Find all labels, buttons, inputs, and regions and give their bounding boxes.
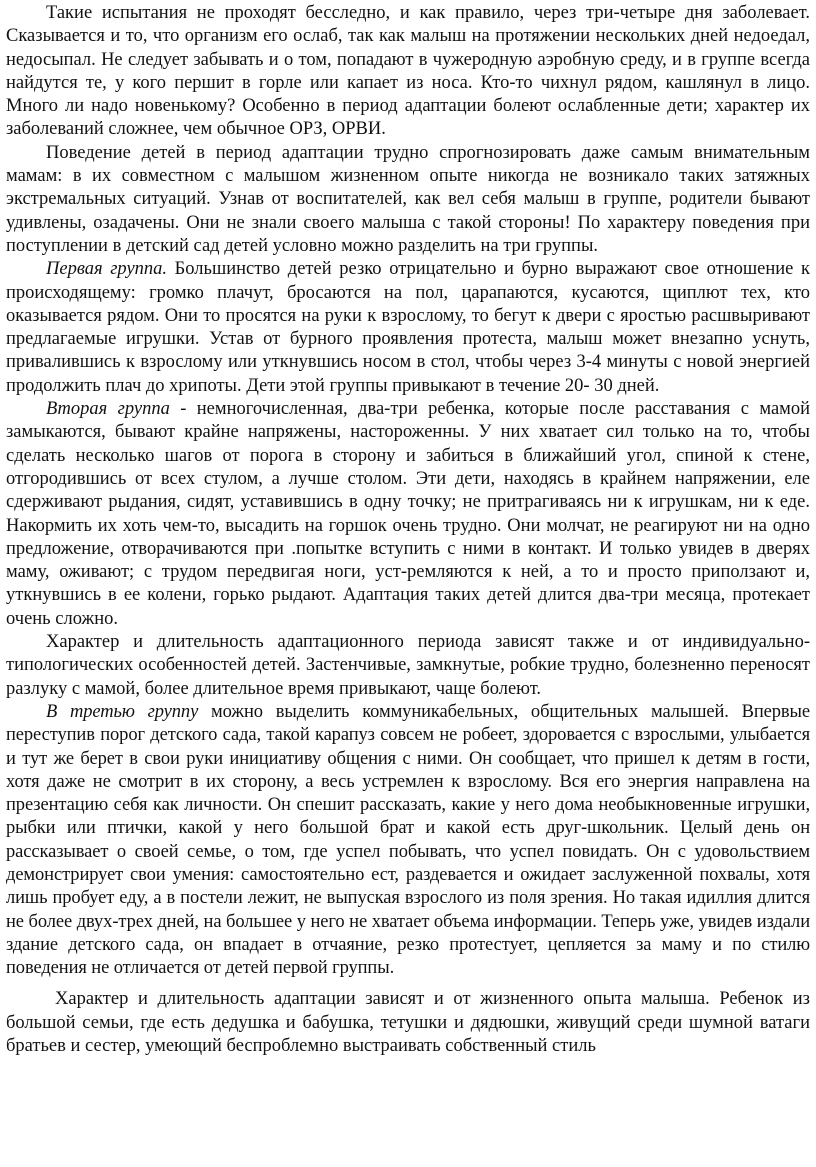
paragraph-illness-text: Такие испытания не проходят бесследно, и как правило, через три-четыре дня заболевает. Сказывается и то, что организм его ослаб, так как малыш на протяжении нескольких дней недоедал, недосыпал. Не следует забывать и о том, попадают в чужеродную аэробную среду, и в группе всегда найдутся те, у кого першит в горле или капает из носа. Кто-то чихнул рядом, кашлянул в лицо. Много ли надо новенькому? Особенно в период адаптации болеют ослабленные дети; характер их заболеваний сложнее, чем обычное ОРЗ, ОРВИ.: [6, 3, 810, 140]
paragraph-illness: [6, 2, 810, 142]
paragraph-life-experience-text: Характер и длительность адаптации зависят и от жизненного опыта малыша. Ребенок из большой семьи, где есть дедушка и бабушка, тетушки и дядюшки, живущий среди шумной ватаги братьев и сестер, умеющий беспроблемно выстраивать собственный стиль: [6, 989, 810, 1057]
second-group-heading: Вторая группа: [46, 399, 170, 420]
paragraph-life-experience: [6, 988, 810, 1058]
first-group-text: Большинство детей резко отрицательно и бурно выражают свое отношение к происходящему: громко плачут, бросаются на пол, царапаются, кусаются, щиплют тех, кто оказывается рядом. Они то просятся на руки к взрослому, то бегут к двери с яростью расшвыривают предлагаемые игрушки. Устав от бурного проявления протеста, малыш может внезапно уснуть, привалившись к взрослому или уткнувшись носом в стол, чтобы через 3-4 минуты с новой энергией продолжить плач до хрипоты. Дети этой группы привыкают в течение 20- 30 дней.: [6, 259, 810, 396]
paragraph-individual-traits: [6, 631, 810, 701]
first-group-heading: Первая группа.: [46, 259, 168, 280]
paragraph-third-group: [6, 701, 810, 981]
paragraph-second-group: [6, 398, 810, 631]
third-group-heading: В третью группу: [46, 701, 199, 722]
paragraph-behavior: [6, 142, 810, 258]
paragraph-individual-traits-text: Характер и длительность адаптационного периода зависят также и от индивидуально-типологических особенностей детей. Застенчивые, замкнутые, робкие трудно, болезненно переносят разлуку с мамой, более длительное время привыкают, чаще болеют.: [6, 632, 810, 699]
paragraph-first-group: [6, 258, 810, 398]
paragraph-gap: [6, 980, 810, 988]
third-group-text: можно выделить коммуникабельных, общительных малышей. Впервые переступив порог детского сада, такой карапуз совсем не робеет, здоровается с взрослыми, улыбается и тут же берет в свои руки инициативу общения с ними. Он сообщает, что пришел к детям в гости, хотя даже не смотрит в их сторону, а весь устремлен к взрослому. Вся его энергия направлена на презентацию себя как личности. Он спешит рассказать, какие у него дома необыкновенные игрушки, рыбки или птички, какой у него большой брат и какой есть друг-школьник. Целый день он рассказывает о своей семье, о том, где успел побывать, что успел повидать. Он с удовольствием демонстрирует свои умения: самостоятельно ест, раздевается и ожидает заслуженной похвалы, хотя лишь пробует еду, а в постели лежит, не выпуская взрослого из поля зрения. Но такая идиллия длится не более двух-трех дней, на большее у него не хватает объема информации. Теперь уже, увидев издали здание детского сада, он впадает в отчаяние, резко протестует, цепляется за маму и по стилю поведения не отличается от детей первой группы.: [6, 701, 810, 979]
second-group-text: - немногочисленная, два-три ребенка, которые после расставания с мамой замыкаются, бывают крайне напряжены, настороженны. У них хватает сил только на то, чтобы сделать несколько шагов от порога в сторону и забиться в ближайший угол, спиной к стене, отгородившись от всех стулом, а лучше столом. Эти дети, находясь в крайнем напряжении, еле сдерживают рыдания, сидят, уставившись в одну точку; не притрагиваясь ни к игрушкам, ни к еде. Накормить их хоть чем-то, высадить на горшок очень трудно. Они молчат, не реагируют ни на одно предложение, отворачиваются при .попытке вступить с ними в контакт. И только увидев в дверях маму, оживают; с трудом передвигая ноги, уст-ремляются к ней, а то и просто приползают и, уткнувшись в ее колени, горько рыдают. Адаптация таких детей длится два-три месяца, протекает очень сложно.: [6, 399, 811, 629]
paragraph-behavior-text: Поведение детей в период адаптации трудно спрогнозировать даже самым внимательным мамам: в их совместном с малышом жизненном опыте никогда не возникало таких затяжных экстремальных ситуаций. Узнав от воспитателей, как вел себя малыш в группе, родители бывают удивлены, озадачены. Они не знали своего малыша с такой стороны! По характеру поведения при поступлении в детский сад детей условно можно разделить на три группы.: [6, 142, 810, 256]
